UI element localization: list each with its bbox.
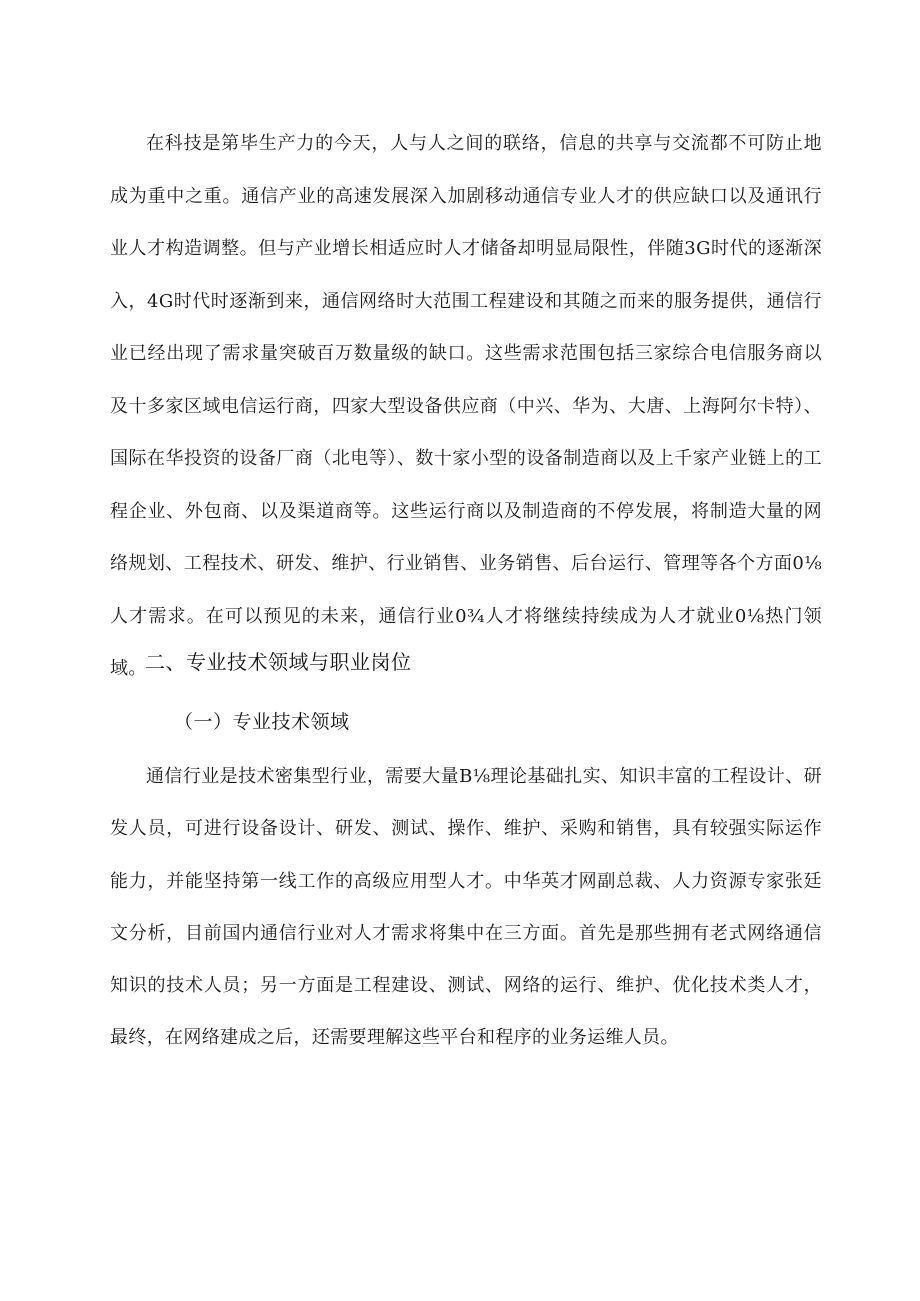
section-heading: 二、专业技术领域与职业岗位 (145, 650, 412, 674)
technical-field-paragraph: 通信行业是技术密集型行业，需要大量B⅛理论基础扎实、知识丰富的工程设计、研发人员，可进行设备设计、研发、测试、操作、维护、采购和销售，具有较强实际运作能力，并能坚持第一线工作的高级应用型人才。中华英才网副总裁、人力资源专家张廷文分析，目前国内通信行业对人才需求将集中在三方面。首先是那些拥有老式网络通信知识的技术人员；另一方面是工程建设、测试、网络的运行、维护、优化技术类人才，最终，在网络建成之后，还需要理解这些平台和程序的业务运维人员。 (110, 766, 822, 1049)
subsection-heading: （一）专业技术领域 (174, 711, 350, 733)
intro-paragraph: 在科技是第毕生产力的今天，人与人之间的联络，信息的共享与交流都不可防止地成为重中之重。通信产业的高速发展深入加剧移动通信专业人才的供应缺口以及通讯行业人才构造调整。但与产业增长相适应时人才储备却明显局限性，伴随3G时代的逐渐深入，4G时代时逐渐到来，通信网络时大范围工程建设和其随之而来的服务提供，通信行业已经出现了需求量突破百万数量级的缺口。这些需求范围包括三家综合电信服务商以及十多家区域电信运行商，四家大型设备供应商（中兴、华为、大唐、上海阿尔卡特）、国际在华投资的设备厂商（北电等）、数十家小型的设备制造商以及上千家产业链上的工程企业、外包商、以及渠道商等。这些运行商以及制造商的不停发展，将制造大量的网络规划、工程技术、研发、维护、行业销售、业务销售、后台运行、管理等各个方面0⅛人才需求。在可以预见的未来，通信行业0¾人才将继续持续成为人才就业0⅛热门领域。 (110, 133, 822, 679)
